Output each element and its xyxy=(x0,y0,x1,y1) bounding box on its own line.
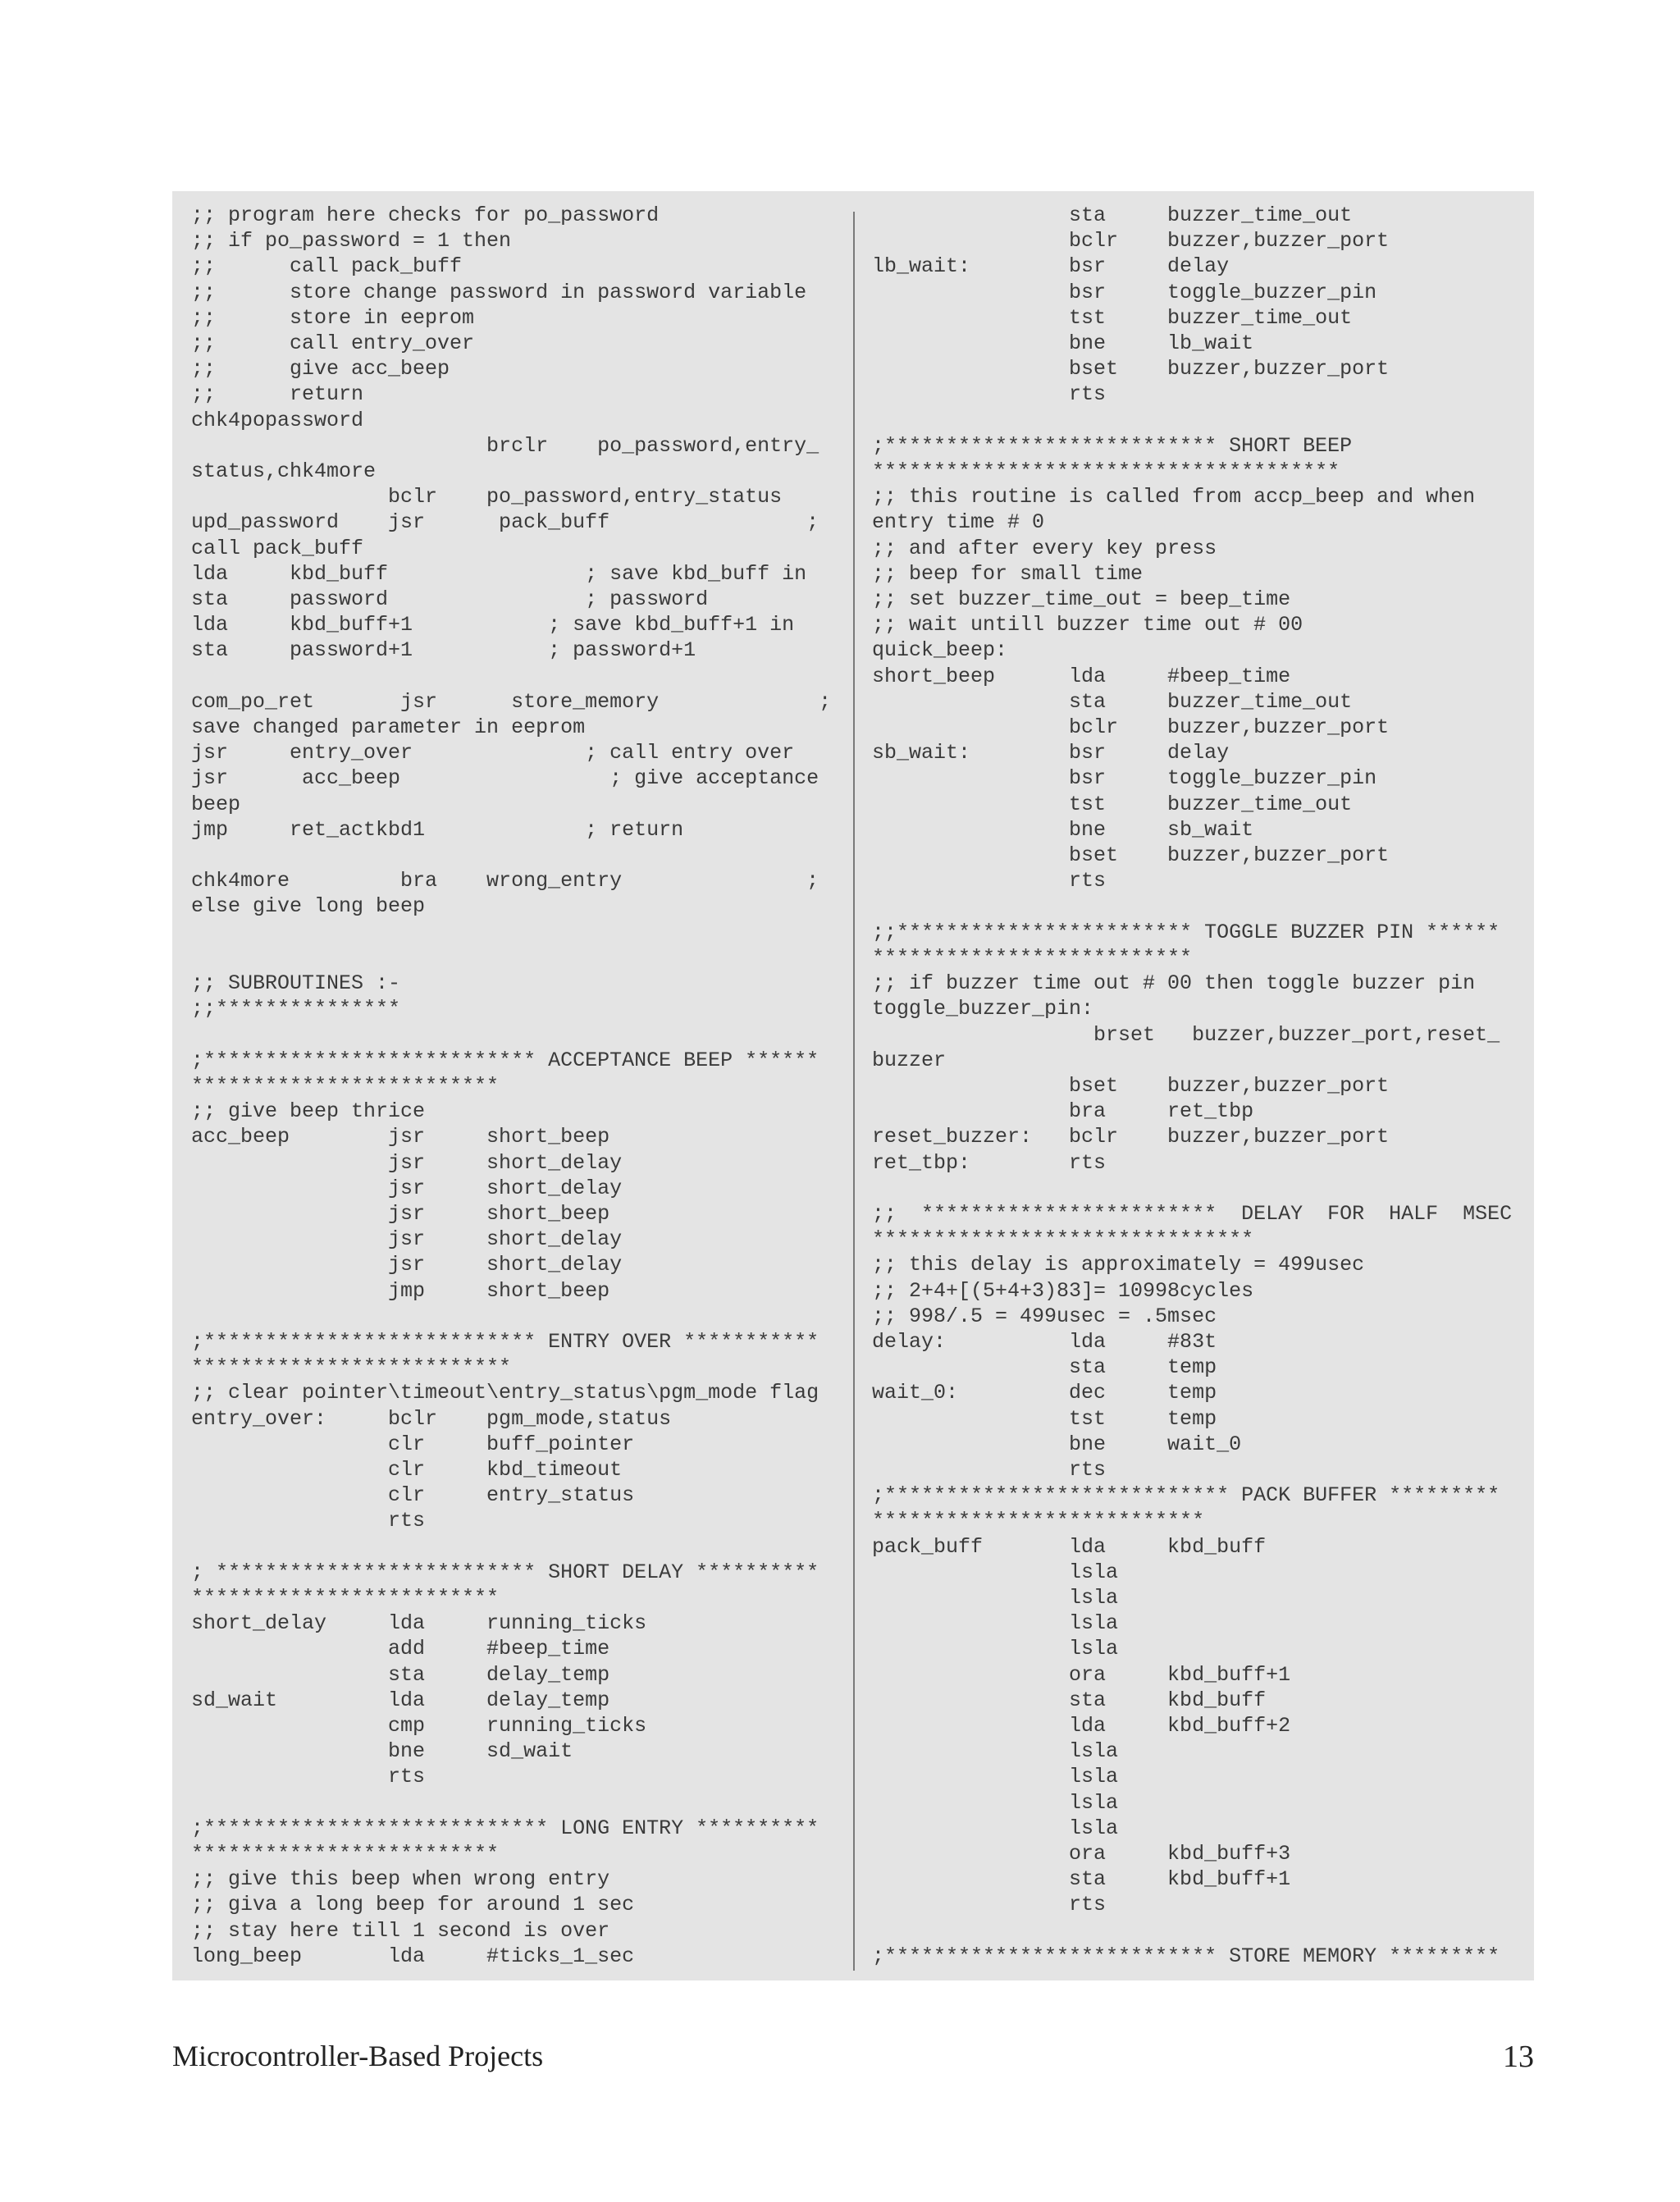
column-divider xyxy=(853,212,855,1971)
page-number: 13 xyxy=(1503,2040,1534,2074)
code-column-left: ;; program here checks for po_password ;; if po_password = 1 then ;; call pack_buff ;; store change password in password variable ;; store in eeprom ;; call entry_over ;; give acc_beep ;; return chk4popassword brclr po_password,entry_ status,chk4more bclr po_password,entry_status upd_password jsr pack_buff ; call pack_buff lda kbd_buff ; save kbd_buff in sta password ; password lda kbd_buff+1 ; save kbd_buff+1 in sta password+1 ; password+1 com_po_ret jsr store_memory ; save changed parameter in eeprom jsr entry_over ; call entry over jsr acc_beep ; give acceptance beep jmp ret_actkbd1 ; return chk4more bra wrong_entry ; else give long beep ;; SUBROUTINES :- ;;*************** ;*************************** ACCEPTANCE BEEP ****** ************************* ;; give beep thrice acc_beep jsr short_beep jsr short_delay jsr short_delay jsr short_beep jsr short_delay jsr short_delay jmp short_beep ;*************************** ENTRY OVER *********** ************************** ;; clear pointer\timeout\entry_status\pgm_mode flag entry_over: bclr pgm_mode,status clr buff_pointer clr kbd_timeout clr entry_status rts ; ************************** SHORT DELAY ********** ************************* short_delay lda running_ticks add #beep_time sta delay_temp sd_wait lda delay_temp cmp running_ticks bne sd_wait rts ;**************************** LONG ENTRY ********** ************************* ;; give this beep when wrong entry ;; giva a long beep for around 1 sec ;; stay here till 1 second is over long_beep lda #ticks_1_sec xyxy=(191,203,832,1968)
footer-book-title: Microcontroller-Based Projects xyxy=(172,2040,544,2072)
code-column-right: sta buzzer_time_out bclr buzzer,buzzer_port lb_wait: bsr delay bsr toggle_buzzer_pin tst buzzer_time_out bne lb_wait bset buzzer,buzzer_port rts ;*************************** SHORT BEEP ************************************** ;; this routine is called from accp_beep and when entry time # 0 ;; and after every key press ;; beep for small time ;; set buzzer_time_out = beep_time ;; wait untill buzzer time out # 00 quick_beep: short_beep lda #beep_time sta buzzer_time_out bclr buzzer,buzzer_port sb_wait: bsr delay bsr toggle_buzzer_pin tst buzzer_time_out bne sb_wait bset buzzer,buzzer_port rts ;;************************ TOGGLE BUZZER PIN ****** ************************** ;; if buzzer time out # 00 then toggle buzzer pin toggle_buzzer_pin: brset buzzer,buzzer_port,reset_ buzzer bset buzzer,buzzer_port bra ret_tbp reset_buzzer: bclr buzzer,buzzer_port ret_tbp: rts ;; ************************ DELAY FOR HALF MSEC ******************************* ;; this delay is approximately = 499usec ;; 2+4+[(5+4+3)83]= 10998cycles ;; 998/.5 = 499usec = .5msec delay: lda #83t sta temp wait_0: dec temp tst temp bne wait_0 rts ;**************************** PACK BUFFER ********* *************************** pack_buff lda kbd_buff lsla lsla lsla lsla ora kbd_buff+1 sta kbd_buff lda kbd_buff+2 lsla lsla lsla lsla ora kbd_buff+3 sta kbd_buff+1 rts ;*************************** STORE MEMORY ********* xyxy=(872,203,1513,1968)
